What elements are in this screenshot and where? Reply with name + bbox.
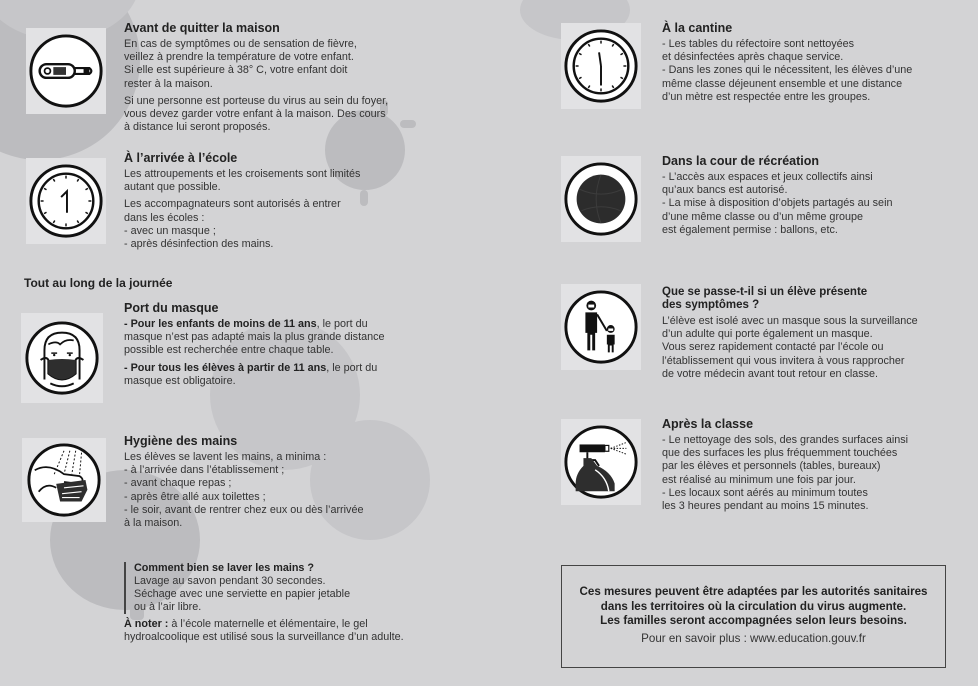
section-title: Que se passe-t-il si un élève présente des symptômes ? [662,286,868,311]
section-title: Après la classe [662,417,754,431]
tip-title: Comment bien se laver les mains ? [134,562,315,574]
face-mask-icon [21,313,103,403]
adult-child-icon [561,284,641,370]
note-text: à l’école maternelle et élémentaire, le gel hydroalcoolique est utilisé sous la surveillance d’un adulte. [124,618,404,644]
mask-rule-over-11 [124,362,464,388]
section-title: Hygiène des mains [124,434,238,448]
paragraph: Les attroupements et les croisements sont limités autant que possible. [124,168,361,194]
paragraph: - Les tables du réfectoire sont nettoyées et désinfectées après chaque service. - Dans les zones qui le nécessitent, les élèves d’une même classe déjeunent ensemble et une distance d’un mètre est respectée entre les groupes. [662,38,913,103]
section-cantine [662,21,962,108]
section-arrivee-ecole [124,151,454,255]
clock-noon-icon [561,23,641,109]
section-title: À la cantine [662,21,733,35]
section-hygiene-mains [124,434,464,534]
section-title: À l’arrivée à l’école [124,151,238,165]
info-line: Ces mesures peuvent être adaptées par les autorités sanitaires [579,585,928,598]
section-port-masque [124,301,464,392]
section-apres-classe [662,417,962,517]
mask-rule-under-11 [124,318,464,358]
section-title: Port du masque [124,301,219,315]
hand-washing-icon [22,438,106,522]
info-line: Les familles seront accompagnées selon leurs besoins. [600,614,907,628]
section-recreation [662,154,962,241]
note [124,618,404,645]
paragraph: Si une personne est porteuse du virus au sein du foyer, vous devez garder votre enfant à la maison. Des cours à distance lui seront proposés. [124,94,389,134]
day-section-title: Tout au long de la journée [24,276,173,290]
tip-text: Lavage au savon pendant 30 secondes. Séchage avec une serviette en papier jetable ou à l’air libre. [134,575,351,613]
rule-emphasis: - Pour tous les élèves à partir de 11 ans [124,361,327,374]
spray-bottle-icon [561,419,641,505]
info-box [561,565,946,668]
section-title: Dans la cour de récréation [662,154,820,168]
more-info-link[interactable]: Pour en savoir plus : www.education.gouv.fr [641,631,866,645]
paragraph: - Le nettoyage des sols, des grandes surfaces ainsi que des surfaces les plus fréquemment touchées par les élèves et personnels (tables, bureaux) est réalisé au minimum une fois par jour. - Les locaux sont aérés au minimum toutes les 3 heures pendant au moins 15 minutes. [662,434,909,513]
rule-text: , le port du masque est obligatoire. [124,361,378,387]
paragraph: Les élèves se lavent les mains, a minima : - à l’arrivée dans l’établissement ; - avant chaque repas ; - après être allé aux toilettes ; - le soir, avant de rentrer chez eux ou dès l’arrivée à la maison. [124,451,364,530]
hand-wash-tip [124,562,350,614]
paragraph: Les accompagnateurs sont autorisés à entrer dans les écoles : - avec un masque ; - après désinfection des mains. [124,198,341,251]
ball-icon [561,156,641,242]
paragraph: - L’accès aux espaces et jeux collectifs ainsi qu’aux bancs est autorisé. - La mise à disposition d’objets partagés au sein d’une même classe ou d’un même groupe est également permise : ballons, etc. [662,171,893,236]
section-avant-quitter [124,21,454,138]
section-symptomes [662,286,962,385]
clock-one-icon [26,158,106,244]
thermometer-icon [26,28,106,114]
note-label: À noter : [124,618,169,630]
paragraph: L’élève est isolé avec un masque sous la surveillance d’un adulte qui porte également un masque. Vous serez rapidement contacté par l’école ou l’établissement qui vous invitera à vous rapprocher de votre médecin avant tout retour en classe. [662,315,918,380]
rule-text: , le port du masque n’est pas adapté mais la plus grande distance possible est recherchée entre chaque table. [124,318,385,357]
rule-emphasis: - Pour les enfants de moins de 11 ans [124,318,317,330]
info-line: dans les territoires où la circulation du virus augmente. [600,599,907,613]
paragraph: En cas de symptômes ou de sensation de fièvre, veillez à prendre la température de votre enfant. Si elle est supérieure à 38° C, votre enfant doit rester à la maison. [124,38,357,90]
section-title: Avant de quitter la maison [124,21,280,35]
